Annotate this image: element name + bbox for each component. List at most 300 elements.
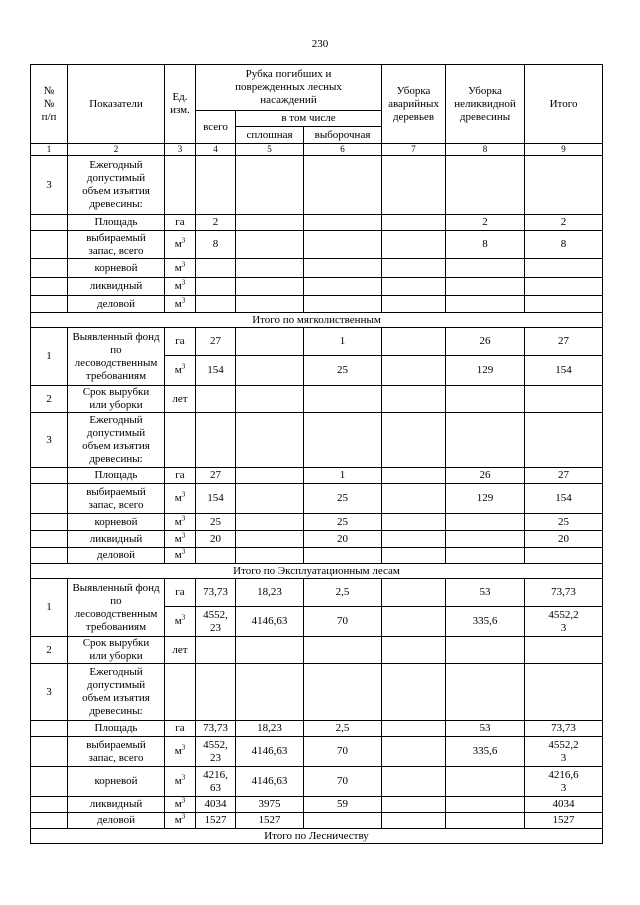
unit-cell xyxy=(165,607,196,637)
row-label-stock xyxy=(68,737,165,767)
empty-cell xyxy=(165,664,196,721)
section-title-exploit xyxy=(31,564,603,579)
value-cell-text: 59 xyxy=(337,798,348,810)
unit-sup: 3 xyxy=(181,812,186,821)
value-cell xyxy=(446,356,525,386)
value-cell xyxy=(525,607,603,637)
header-incl: в том числе xyxy=(236,111,382,127)
col-number xyxy=(196,144,236,156)
value-cell xyxy=(304,215,382,231)
table-row xyxy=(31,259,603,278)
value-cell xyxy=(196,721,236,737)
value-cell xyxy=(236,767,304,797)
row-label-root xyxy=(68,259,165,278)
value-cell xyxy=(236,579,304,607)
row-label-fund-text: Выявленный фонд по лесоводственным требованиям xyxy=(72,581,160,633)
table-row xyxy=(31,296,603,313)
value-cell-text: 53 xyxy=(479,586,491,598)
value-cell-text: 25 xyxy=(558,515,570,528)
value-cell xyxy=(236,721,304,737)
empty-cell xyxy=(304,156,382,215)
unit-sup: 3 xyxy=(181,295,186,304)
value-cell xyxy=(446,231,525,259)
value-cell xyxy=(304,813,382,829)
row-label-area-text: Площадь xyxy=(94,722,138,734)
unit-m: м xyxy=(174,532,182,545)
value-cell xyxy=(382,278,446,296)
value-cell xyxy=(525,468,603,484)
row-label-area-text: Площадь xyxy=(94,469,138,481)
value-cell-text: 8 xyxy=(212,238,219,250)
empty-cell xyxy=(165,413,196,468)
value-cell-text: 20 xyxy=(210,532,221,545)
value-cell-text: 73,73 xyxy=(203,722,228,734)
empty-cell xyxy=(382,156,446,215)
unit-cell xyxy=(165,278,196,296)
value-cell-text: 4216,6 3 xyxy=(548,768,579,794)
empty-cell xyxy=(304,664,382,721)
value-cell-text: 27 xyxy=(558,469,570,481)
table-row xyxy=(31,313,603,328)
value-cell xyxy=(236,356,304,386)
value-cell xyxy=(236,259,304,278)
empty-cell xyxy=(446,664,525,721)
value-cell xyxy=(304,356,382,386)
value-cell xyxy=(196,514,236,531)
value-cell xyxy=(196,607,236,637)
value-cell xyxy=(196,548,236,564)
unit-m: м xyxy=(174,280,182,292)
empty-cell xyxy=(446,156,525,215)
row-label-term xyxy=(68,637,165,664)
unit-cell xyxy=(165,797,196,813)
row-label-area xyxy=(68,721,165,737)
value-cell xyxy=(446,296,525,313)
value-cell xyxy=(446,721,525,737)
value-cell xyxy=(382,607,446,637)
row-label-stock-text: выбираемый запас, всего xyxy=(86,231,146,257)
value-cell-text: 4216, 63 xyxy=(203,768,228,794)
value-cell-text: 4146,63 xyxy=(251,775,288,787)
value-cell-text: 2,5 xyxy=(335,722,350,734)
value-cell xyxy=(446,468,525,484)
value-cell xyxy=(446,737,525,767)
row-label-business-text: деловой xyxy=(97,297,135,310)
unit-cell xyxy=(165,579,196,607)
value-cell xyxy=(196,259,236,278)
value-cell xyxy=(382,215,446,231)
value-cell-text: 27 xyxy=(210,335,221,347)
value-cell xyxy=(525,737,603,767)
header-itogo: Итого xyxy=(525,65,603,144)
value-cell-text: 4034 xyxy=(204,798,227,810)
col-number xyxy=(525,144,603,156)
value-cell-text: 1 xyxy=(339,469,346,481)
row-label-allowable xyxy=(68,156,165,215)
value-cell xyxy=(236,607,304,637)
value-cell-text: 27 xyxy=(558,335,570,347)
empty-cell xyxy=(525,156,603,215)
value-cell xyxy=(304,514,382,531)
value-cell xyxy=(304,231,382,259)
unit-years: лет xyxy=(172,643,188,656)
value-cell-text: 70 xyxy=(337,745,348,757)
empty-cell xyxy=(304,413,382,468)
unit-sup: 3 xyxy=(181,513,186,522)
table-row xyxy=(31,514,603,531)
col-number-text: 9 xyxy=(561,144,566,154)
unit-m: м xyxy=(174,297,182,310)
value-cell-text: 154 xyxy=(207,492,224,504)
value-cell xyxy=(304,484,382,514)
value-cell xyxy=(196,797,236,813)
row-num xyxy=(31,664,68,721)
section-title-soft-text: Итого по мягколиственным xyxy=(252,313,381,326)
value-cell-text: 2,5 xyxy=(335,586,350,598)
row-label-stock-text: выбираемый запас, всего xyxy=(86,738,146,764)
unit-cell xyxy=(165,813,196,829)
value-cell xyxy=(196,737,236,767)
value-cell xyxy=(236,215,304,231)
value-cell-text: 25 xyxy=(337,492,348,504)
value-cell-text: 53 xyxy=(479,722,491,734)
row-label-liquid-text: ликвидный xyxy=(89,280,143,292)
value-cell xyxy=(446,328,525,356)
unit-sup: 3 xyxy=(181,743,186,752)
header-emergency: Уборка аварийных деревьев xyxy=(382,65,446,144)
table-body xyxy=(31,65,603,844)
value-cell xyxy=(236,548,304,564)
row-label-fund xyxy=(68,328,165,386)
row-label-liquid-text: ликвидный xyxy=(89,532,143,545)
unit-sup: 3 xyxy=(181,362,186,371)
value-cell xyxy=(446,579,525,607)
value-cell xyxy=(446,797,525,813)
value-cell xyxy=(382,579,446,607)
value-cell xyxy=(382,386,446,413)
table-row xyxy=(31,829,603,844)
value-cell xyxy=(446,531,525,548)
table-row xyxy=(31,156,603,215)
row-num xyxy=(31,637,68,664)
col-number-text: 4 xyxy=(213,144,218,154)
unit-m: м xyxy=(174,615,182,627)
section-title-forestry-text: Итого по Лесничеству xyxy=(264,829,369,842)
row-label-allowable-text: Ежегодный допустимый объем изъятия древесины: xyxy=(82,666,150,717)
value-cell xyxy=(196,215,236,231)
value-cell-text: 1527 xyxy=(258,814,281,826)
col-number-text: 5 xyxy=(267,144,272,154)
value-cell-text: 18,23 xyxy=(257,586,282,598)
value-cell xyxy=(236,797,304,813)
unit-cell xyxy=(165,767,196,797)
value-cell xyxy=(304,797,382,813)
value-cell xyxy=(446,259,525,278)
value-cell xyxy=(382,328,446,356)
value-cell-text: 2 xyxy=(482,216,488,228)
value-cell-text: 4552,2 3 xyxy=(548,738,579,764)
row-num-empty xyxy=(31,231,68,259)
col-number-text: 8 xyxy=(482,144,488,154)
value-cell xyxy=(382,548,446,564)
section-title-forestry xyxy=(31,829,603,844)
unit-cell xyxy=(165,514,196,531)
value-cell xyxy=(236,637,304,664)
value-cell-text: 2 xyxy=(560,216,567,228)
table-row xyxy=(31,278,603,296)
unit-cell xyxy=(165,721,196,737)
row-num-text: 3 xyxy=(46,433,52,446)
value-cell xyxy=(525,721,603,737)
value-cell xyxy=(196,813,236,829)
col-number-text: 1 xyxy=(46,144,52,154)
value-cell xyxy=(304,468,382,484)
row-label-fund xyxy=(68,579,165,637)
value-cell xyxy=(382,259,446,278)
value-cell xyxy=(304,278,382,296)
table-row xyxy=(31,813,603,829)
row-label-liquid xyxy=(68,531,165,548)
unit-cell xyxy=(165,328,196,356)
value-cell xyxy=(382,737,446,767)
row-label-term-text: Срок вырубки или уборки xyxy=(82,637,150,662)
value-cell-text: 26 xyxy=(479,469,491,481)
row-num-empty xyxy=(31,767,68,797)
value-cell xyxy=(525,278,603,296)
unit-ha: га xyxy=(175,722,185,734)
value-cell-text: 129 xyxy=(476,364,494,376)
value-cell xyxy=(304,637,382,664)
value-cell xyxy=(236,484,304,514)
value-cell xyxy=(525,514,603,531)
unit-m: м xyxy=(174,515,182,528)
unit-ha: га xyxy=(175,469,185,481)
unit-cell xyxy=(165,484,196,514)
table-row xyxy=(31,721,603,737)
value-cell-text: 154 xyxy=(207,364,224,376)
unit-m: м xyxy=(174,492,182,504)
value-cell xyxy=(525,484,603,514)
table-row xyxy=(31,548,603,564)
unit-sup: 3 xyxy=(181,613,186,622)
table-row xyxy=(31,579,603,607)
row-num-empty xyxy=(31,737,68,767)
unit-m: м xyxy=(174,798,182,810)
unit-cell xyxy=(165,531,196,548)
value-cell xyxy=(236,813,304,829)
unit-m: м xyxy=(174,775,182,787)
value-cell xyxy=(196,328,236,356)
value-cell xyxy=(525,215,603,231)
row-num-text: 1 xyxy=(46,601,52,613)
value-cell xyxy=(236,468,304,484)
row-label-allowable xyxy=(68,413,165,468)
unit-cell xyxy=(165,215,196,231)
row-num-text: 2 xyxy=(46,392,52,405)
row-num-text: 3 xyxy=(46,178,52,191)
empty-cell xyxy=(382,413,446,468)
value-cell xyxy=(236,328,304,356)
value-cell xyxy=(304,579,382,607)
row-label-business-text: деловой xyxy=(97,814,135,826)
value-cell xyxy=(446,386,525,413)
row-num-empty xyxy=(31,514,68,531)
value-cell xyxy=(304,737,382,767)
col-number-text: 7 xyxy=(411,144,416,154)
value-cell-text: 335,6 xyxy=(472,615,498,627)
value-cell-text: 1 xyxy=(339,335,346,347)
unit-years: лет xyxy=(172,392,188,405)
table-row xyxy=(31,637,603,664)
value-cell-text: 26 xyxy=(479,335,491,347)
row-num-text: 2 xyxy=(46,643,52,656)
value-cell xyxy=(446,813,525,829)
row-num xyxy=(31,156,68,215)
value-cell xyxy=(382,231,446,259)
value-cell xyxy=(196,637,236,664)
value-cell xyxy=(525,531,603,548)
row-label-root xyxy=(68,767,165,797)
value-cell xyxy=(382,721,446,737)
value-cell-text: 4034 xyxy=(552,798,575,810)
row-num-empty xyxy=(31,484,68,514)
row-num xyxy=(31,579,68,637)
value-cell xyxy=(382,813,446,829)
unit-m: м xyxy=(174,814,182,826)
value-cell xyxy=(525,637,603,664)
value-cell xyxy=(196,386,236,413)
row-label-allowable-text: Ежегодный допустимый объем изъятия древесины: xyxy=(82,414,150,465)
empty-cell xyxy=(236,413,304,468)
value-cell xyxy=(196,531,236,548)
value-cell xyxy=(525,356,603,386)
col-number xyxy=(68,144,165,156)
unit-cell xyxy=(165,259,196,278)
unit-cell xyxy=(165,231,196,259)
empty-cell xyxy=(165,156,196,215)
value-cell xyxy=(196,356,236,386)
unit-sup: 3 xyxy=(181,530,186,539)
col-number xyxy=(165,144,196,156)
row-num-text: 3 xyxy=(46,685,52,698)
value-cell xyxy=(304,721,382,737)
value-cell xyxy=(382,797,446,813)
row-num-empty xyxy=(31,797,68,813)
value-cell xyxy=(382,484,446,514)
value-cell xyxy=(446,514,525,531)
header-num: № № п/п xyxy=(31,65,68,144)
unit-m: м xyxy=(174,549,182,561)
value-cell xyxy=(236,231,304,259)
unit-sup: 3 xyxy=(181,278,186,287)
value-cell xyxy=(446,548,525,564)
value-cell-text: 3975 xyxy=(258,798,281,810)
table-row xyxy=(31,564,603,579)
empty-cell xyxy=(446,413,525,468)
value-cell xyxy=(304,548,382,564)
row-label-stock xyxy=(68,484,165,514)
value-cell xyxy=(196,296,236,313)
unit-sup: 3 xyxy=(181,236,186,245)
value-cell xyxy=(446,484,525,514)
value-cell xyxy=(382,767,446,797)
table-row xyxy=(31,144,603,156)
row-label-business-text: деловой xyxy=(97,549,135,561)
value-cell xyxy=(525,259,603,278)
row-num-empty xyxy=(31,721,68,737)
value-cell-text: 2 xyxy=(212,216,219,228)
value-cell-text: 70 xyxy=(337,775,348,787)
row-label-business xyxy=(68,813,165,829)
unit-cell xyxy=(165,386,196,413)
forest-table xyxy=(30,64,603,844)
value-cell xyxy=(525,548,603,564)
unit-m: м xyxy=(174,364,182,376)
unit-ha: га xyxy=(175,586,185,598)
value-cell xyxy=(446,767,525,797)
value-cell xyxy=(382,531,446,548)
table-row xyxy=(31,737,603,767)
section-title-soft xyxy=(31,313,603,328)
value-cell-text: 27 xyxy=(210,469,221,481)
row-label-stock-text: выбираемый запас, всего xyxy=(86,485,146,511)
value-cell xyxy=(382,514,446,531)
row-num xyxy=(31,386,68,413)
unit-sup: 3 xyxy=(181,490,186,499)
value-cell-text: 73,73 xyxy=(551,722,576,734)
unit-sup: 3 xyxy=(181,796,186,805)
col-number-text: 6 xyxy=(340,144,345,154)
value-cell-text: 1527 xyxy=(552,814,575,826)
row-label-area xyxy=(68,215,165,231)
table-row xyxy=(31,797,603,813)
value-cell xyxy=(525,579,603,607)
value-cell-text: 73,73 xyxy=(551,586,576,598)
row-label-term xyxy=(68,386,165,413)
table-row xyxy=(31,767,603,797)
value-cell xyxy=(382,637,446,664)
col-number-text: 2 xyxy=(113,144,119,154)
row-label-allowable xyxy=(68,664,165,721)
row-num-empty xyxy=(31,531,68,548)
value-cell-text: 8 xyxy=(560,238,567,250)
header-indicator: Показатели xyxy=(68,65,165,144)
value-cell xyxy=(304,296,382,313)
header-illiquid: Уборка неликвидной древесины xyxy=(446,65,525,144)
unit-cell xyxy=(165,468,196,484)
value-cell xyxy=(446,607,525,637)
row-label-root-text: корневой xyxy=(94,261,138,274)
value-cell xyxy=(196,468,236,484)
col-number xyxy=(31,144,68,156)
row-label-allowable-text: Ежегодный допустимый объем изъятия древесины: xyxy=(82,159,150,210)
value-cell-text: 20 xyxy=(558,532,570,545)
header-selective: выборочная xyxy=(304,127,382,144)
row-num-empty xyxy=(31,468,68,484)
value-cell-text: 1527 xyxy=(204,814,227,826)
table-row xyxy=(31,468,603,484)
unit-sup: 3 xyxy=(181,259,186,268)
empty-cell xyxy=(525,413,603,468)
unit-m: м xyxy=(174,261,182,274)
value-cell-text: 154 xyxy=(555,364,572,376)
value-cell xyxy=(525,813,603,829)
header-unit: Ед. изм. xyxy=(165,65,196,144)
empty-cell xyxy=(196,413,236,468)
value-cell xyxy=(525,386,603,413)
value-cell xyxy=(236,386,304,413)
value-cell xyxy=(236,737,304,767)
